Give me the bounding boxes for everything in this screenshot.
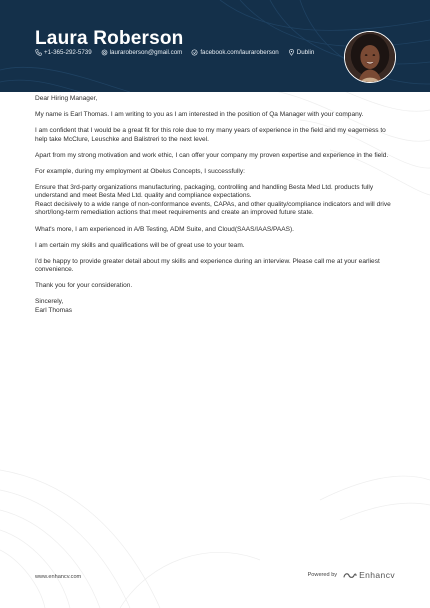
achievement-item: Ensure that 3rd-party organizations manufacturing, packaging, controlling and handling Besta Med Ltd. products fully understand and meet Besta Med Ltd. quality and compliance expectations.	[35, 183, 374, 200]
achievement-item: React decisively to a wide range of non-conformance events, CAPAs, and other quality/compliance indicators and will drive short/long-term remediation actions that meet requirements and create an improved future state.	[35, 200, 391, 217]
signature: Earl Thomas	[35, 306, 72, 314]
facebook-icon	[191, 49, 198, 56]
powered-by-label: Powered by	[307, 572, 338, 578]
paragraph-interview: I'd be happy to provide greater detail about my skills and experience during an interview. Please call me at your earliest convenience.	[35, 257, 380, 274]
paragraph-thanks: Thank you for your consideration.	[35, 282, 133, 290]
contact-social[interactable]	[191, 49, 278, 56]
paragraph-skills: What's more, I am experienced in A/B Testing, ADM Suite, and Cloud(SAAS/IAAS/PAAS).	[35, 225, 295, 233]
footer-website-link[interactable]: www.enhancv.com	[35, 574, 82, 580]
contact-info-row	[35, 49, 323, 56]
contact-phone	[35, 49, 92, 56]
paragraph-certain: I am certain my skills and qualifications will be of great use to your team.	[35, 241, 245, 249]
phone-text: +1-365-292-5739	[44, 49, 92, 56]
profile-photo	[344, 31, 396, 83]
enhancv-logo-icon	[343, 571, 357, 580]
paragraph-fit: I am confident that I would be a great fit for this role due to my many years of experience in the field and my eagerness to help take McClure, Leuschke and Balistreri to the next level.	[35, 127, 386, 143]
paragraph-intro: My name is Earl Thomas. I am writing to you as I am interested in the position of Qa Manager with your company.	[35, 111, 364, 119]
location-text: Dublin	[296, 49, 315, 56]
enhancv-brand-name[interactable]: Enhancv	[359, 570, 395, 580]
phone-icon	[35, 49, 42, 56]
letter-body	[35, 95, 397, 323]
greeting: Dear Hiring Manager,	[35, 95, 98, 102]
applicant-name: Laura Roberson	[35, 28, 184, 49]
footer-branding	[308, 570, 395, 580]
location-pin-icon	[288, 49, 295, 56]
contact-location	[288, 49, 315, 56]
email-text[interactable]: lauraroberson@gmail.com	[109, 49, 183, 56]
paragraph-motivation: Apart from my strong motivation and work ethic, I can offer your company my proven expertise and experience in the field.	[35, 151, 389, 159]
social-text[interactable]: facebook.com/lauraroberson	[200, 49, 279, 56]
closing: Sincerely,	[35, 298, 64, 306]
paragraph-example: For example, during my employment at Obelus Concepts, I successfully:	[35, 167, 245, 175]
email-icon	[101, 49, 108, 56]
contact-email[interactable]	[101, 49, 183, 56]
